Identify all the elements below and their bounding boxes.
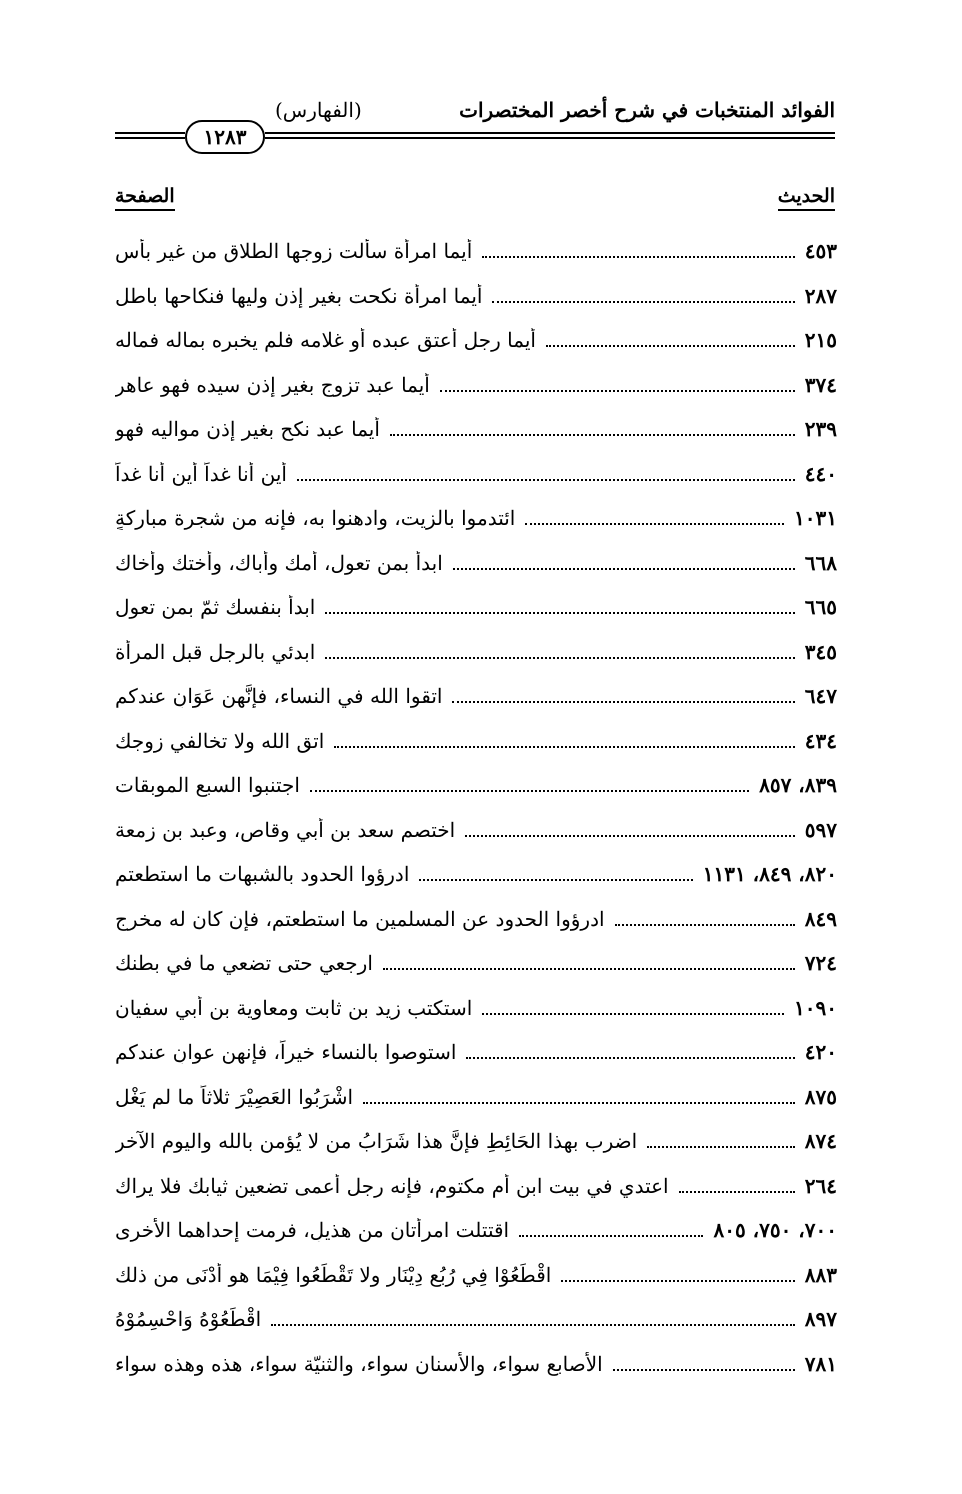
dot-leader — [271, 1324, 795, 1326]
dot-leader — [615, 924, 795, 926]
hadith-text: الأصابع سواء، والأسنان سواء، والثنيّة سواء، هذه وهذه سواء — [115, 1351, 603, 1376]
hadith-text: ابدئي بالرجل قبل المرأة — [115, 639, 316, 664]
index-entry — [115, 630, 837, 675]
hadith-text: اشْرَبُوا العَصِيْرَ ثلاثاً ما لم يَغْلِ — [115, 1084, 354, 1109]
index-entry — [115, 1297, 837, 1342]
index-entry — [115, 941, 837, 986]
dot-leader — [465, 835, 795, 837]
column-header-hadith-underline — [778, 209, 835, 211]
dot-leader — [482, 1013, 784, 1015]
page-reference: ٧٢٤ — [804, 951, 837, 976]
page-reference: ٨٧٥ — [804, 1084, 837, 1109]
running-title: الفوائد المنتخبات في شرح أخصر المختصرات — [459, 98, 835, 122]
index-entry — [115, 674, 837, 719]
index-entry — [115, 318, 837, 363]
dot-leader — [297, 479, 795, 481]
dot-leader — [525, 523, 784, 525]
hadith-text: أيما عبد نكح بغير إذن مواليه فهو — [115, 417, 380, 442]
page-reference: ٣٧٤ — [804, 372, 837, 397]
page-reference: ٤٥٣ — [804, 239, 837, 264]
hadith-text: ائتدموا بالزيت، وادهنوا به، فإنه من شجرة مباركةٍ — [115, 506, 516, 531]
page-reference: ٥٩٧ — [804, 817, 837, 842]
section-title: (الفهارس) — [275, 98, 362, 122]
hadith-text: أيما امرأة نكحت بغير إذن وليها فنكاحها باطل — [115, 283, 483, 308]
header-rule-right-2 — [265, 137, 835, 139]
index-entry — [115, 1075, 837, 1120]
index-entry — [115, 452, 837, 497]
page-reference: ٤٣٤ — [804, 728, 837, 753]
column-header-page-label: الصفحة — [115, 185, 175, 207]
hadith-text: اتقوا الله في النساء، فإنَّهن عَوَانٍ عندكم — [115, 684, 443, 709]
hadith-text: اقْطَعُوْهُ وَاحْسِمُوْهُ — [115, 1307, 262, 1332]
hadith-text: أيما امرأة سألت زوجها الطلاق من غير بأس — [115, 239, 473, 264]
page-reference: ٦٤٧ — [804, 684, 837, 709]
column-header-page — [115, 185, 175, 211]
index-entry — [115, 1253, 837, 1298]
index-entry — [115, 1164, 837, 1209]
dot-leader — [325, 612, 794, 614]
page-reference: ٧٨١ — [804, 1351, 837, 1376]
index-entry — [115, 407, 837, 452]
hadith-text: أيما عبد تزوج بغير إذن سيده فهو عاهر — [115, 372, 430, 397]
index-entry — [115, 274, 837, 319]
page-reference: ٨٧٤ — [804, 1129, 837, 1154]
hadith-text: ابدأ بنفسك ثمّ بمن تعول — [115, 595, 316, 620]
page-reference: ١٠٣١ — [794, 506, 837, 531]
page-reference: ٢٣٩ — [804, 417, 837, 442]
dot-leader — [310, 790, 749, 792]
dot-leader — [482, 256, 795, 258]
hadith-text: اعتدي في بيت ابن أم مكتوم، فإنه رجل أعمى تضعين ثيابك فلا يراك — [115, 1173, 669, 1198]
dot-leader — [390, 434, 795, 436]
hadith-text: اقْطَعُوْا فِي رُبُعِ دِيْنَارٍ ولا تَقْطَعُوا فِيْمَا هو أَدْنَى من ذلك — [115, 1262, 552, 1287]
page-reference: ٢٨٧ — [804, 283, 837, 308]
page-reference: ٤٤٠ — [804, 461, 837, 486]
page-reference: ٢٦٤ — [804, 1173, 837, 1198]
index-entry — [115, 1208, 837, 1253]
hadith-text: ادرؤوا الحدود بالشبهات ما استطعتم — [115, 862, 410, 887]
dot-leader — [466, 1057, 794, 1059]
hadith-index-list — [115, 229, 837, 1386]
page-reference: ٤٢٠ — [804, 1040, 837, 1065]
page-reference: ٦٦٨ — [804, 550, 837, 575]
hadith-text: اتقِ الله ولا تخالفي زوجك — [115, 728, 325, 753]
column-header-hadith-label: الحديث — [777, 185, 835, 207]
index-entry — [115, 897, 837, 942]
page-reference: ٨٣٩، ٨٥٧ — [759, 773, 837, 798]
dot-leader — [561, 1280, 794, 1282]
index-entry — [115, 1342, 837, 1387]
dot-leader — [679, 1191, 795, 1193]
hadith-text: أين أنا غداً أين أنا غداً — [115, 461, 287, 486]
dot-leader — [452, 701, 794, 703]
page-reference: ٢١٥ — [804, 328, 837, 353]
dot-leader — [453, 568, 795, 570]
hadith-text: اختصم سعد بن أبي وقاص، وعبد بن زمعة — [115, 817, 456, 842]
hadith-text: ادرؤوا الحدود عن المسلمين ما استطعتم، فإن كان له مخرج — [115, 906, 605, 931]
dot-leader — [613, 1369, 795, 1371]
index-entry — [115, 852, 837, 897]
dot-leader — [383, 968, 795, 970]
index-entry — [115, 541, 837, 586]
hadith-text: ابدأ بمن تعول، أمك وأباك، وأختك وأخاك — [115, 550, 443, 575]
index-entry — [115, 496, 837, 541]
hadith-text: اجتنبوا السبع الموبقات — [115, 773, 300, 798]
column-header-hadith — [778, 185, 835, 211]
index-entry — [115, 363, 837, 408]
page-reference: ٨٤٩ — [804, 906, 837, 931]
index-entry — [115, 763, 837, 808]
header-rule-left-2 — [115, 137, 185, 139]
dot-leader — [440, 390, 795, 392]
index-entry — [115, 585, 837, 630]
dot-leader — [363, 1102, 795, 1104]
page-reference: ٨٢٠، ٨٤٩، ١١٣١ — [702, 862, 837, 887]
header-rule-right — [265, 132, 835, 134]
page-reference: ٨٨٣ — [804, 1262, 837, 1287]
hadith-text: استكتب زيد بن ثابت ومعاوية بن أبي سفيان — [115, 995, 473, 1020]
page-number: ١٢٨٣ — [185, 120, 265, 154]
hadith-text: ارجعي حتى تضعي ما في بطنك — [115, 951, 373, 976]
dot-leader — [334, 746, 794, 748]
index-entry — [115, 808, 837, 853]
dot-leader — [325, 657, 795, 659]
header-rule-left — [115, 132, 185, 134]
column-header-page-underline — [115, 209, 175, 211]
hadith-text: اقتتلت امرأتان من هذيلٍ، فرمت إحداهما الأخرى — [115, 1218, 510, 1243]
page-reference: ٨٩٧ — [804, 1307, 837, 1332]
index-entry — [115, 986, 837, 1031]
index-entry — [115, 1119, 837, 1164]
index-entry — [115, 229, 837, 274]
dot-leader — [647, 1146, 795, 1148]
page-reference: ١٠٩٠ — [794, 995, 837, 1020]
dot-leader — [492, 301, 794, 303]
dot-leader — [519, 1235, 703, 1237]
hadith-text: أيما رجل أعتق عبده أو غلامه فلم يخبره بماله فماله — [115, 328, 536, 353]
hadith-text: اضرب بهذا الحَائِطِ فإنَّ هذا شَرَابُ من لا يُؤمن بالله واليوم الآخر — [115, 1129, 638, 1154]
page-reference: ٦٦٥ — [804, 595, 837, 620]
dot-leader — [419, 879, 692, 881]
page-header — [115, 96, 835, 156]
page-reference: ٧٠٠، ٧٥٠، ٨٠٥ — [713, 1218, 837, 1243]
dot-leader — [546, 345, 795, 347]
index-entry — [115, 1030, 837, 1075]
index-entry — [115, 719, 837, 764]
hadith-text: استوصوا بالنساء خيراً، فإنهن عوانٍ عندكم — [115, 1040, 457, 1065]
page-reference: ٣٤٥ — [804, 639, 837, 664]
